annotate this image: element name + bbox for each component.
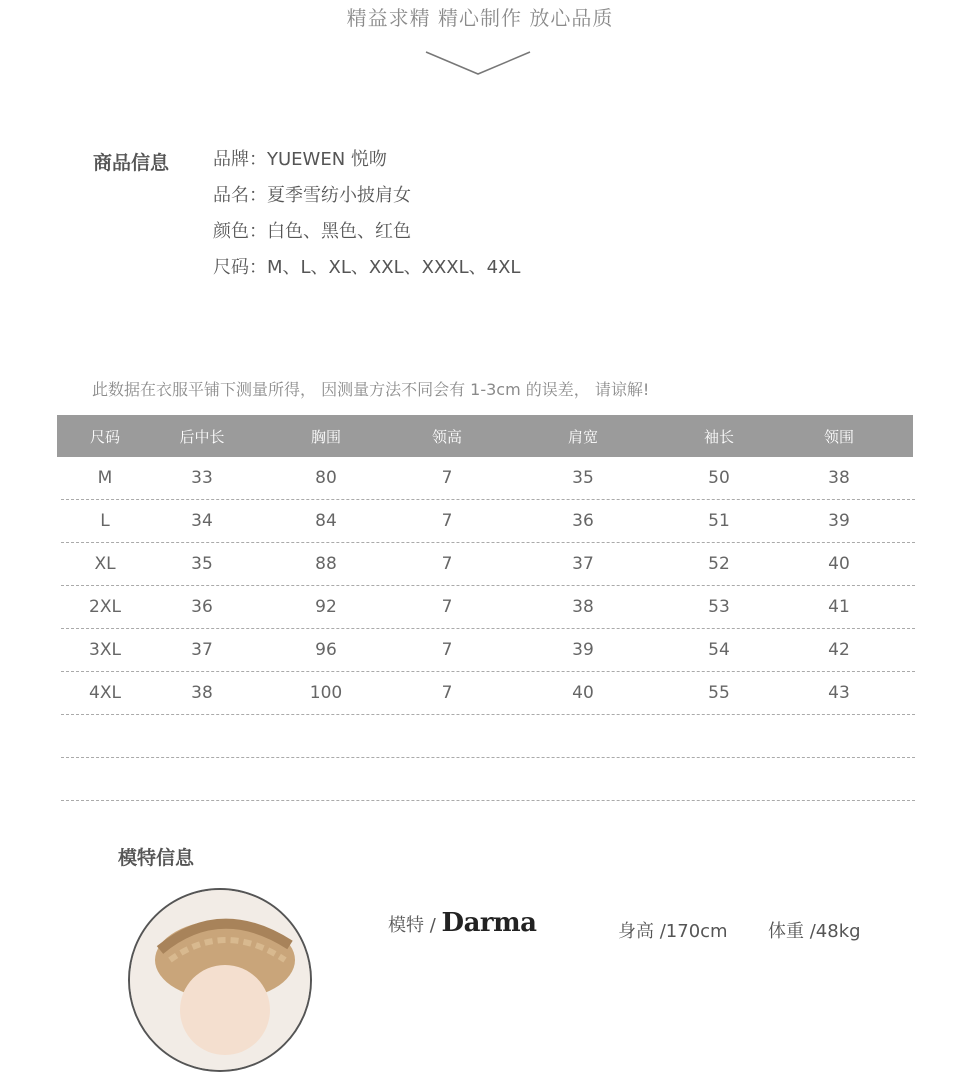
table-row (57, 586, 913, 628)
model-info-title: 模特信息 (118, 847, 195, 869)
table-cell: 40 (828, 554, 850, 574)
table-cell: 42 (828, 640, 850, 660)
table-cell: 3XL (89, 640, 121, 660)
brand-row: 品牌：YUEWEN 悦吻 (213, 149, 387, 170)
table-cell: L (100, 511, 110, 531)
header-cell: 领围 (823, 427, 854, 446)
header-cell: 肩宽 (567, 427, 598, 446)
table-cell: 37 (572, 554, 594, 574)
table-cell: 38 (828, 468, 850, 488)
table-cell: 100 (309, 683, 343, 703)
row-divider (61, 800, 915, 801)
table-cell: 92 (315, 597, 337, 617)
model-name-row (388, 908, 536, 938)
table-cell: 35 (572, 468, 594, 488)
table-cell: 51 (708, 511, 730, 531)
table-cell: 4XL (89, 683, 121, 703)
table-row (57, 500, 913, 542)
table-cell: 55 (708, 683, 730, 703)
size-table (57, 415, 913, 801)
measurement-note: 此数据在衣服平铺下测量所得， 因测量方法不同会有 1-3cm 的误差， 请谅解! (92, 380, 650, 399)
table-cell: 50 (708, 468, 730, 488)
table-row (57, 629, 913, 671)
table-cell: XL (94, 554, 116, 574)
table-cell: 37 (191, 640, 213, 660)
size-table-header (57, 415, 913, 457)
header-cell: 尺码 (89, 427, 120, 446)
table-cell: 40 (572, 683, 594, 703)
table-cell: 41 (828, 597, 850, 617)
empty-row (57, 715, 913, 757)
empty-row (57, 758, 913, 800)
table-cell: 39 (572, 640, 594, 660)
table-cell: 38 (191, 683, 213, 703)
table-cell: 38 (572, 597, 594, 617)
model-photo-icon (130, 890, 310, 1070)
model-label: 模特 / (388, 915, 436, 936)
table-cell: 7 (441, 597, 453, 617)
table-row (57, 543, 913, 585)
table-cell: 7 (441, 683, 453, 703)
header-cell: 袖长 (703, 427, 734, 446)
table-cell: 33 (191, 468, 213, 488)
table-cell: 39 (828, 511, 850, 531)
product-info-title: 商品信息 (93, 152, 170, 174)
product-name-row: 品名：夏季雪纺小披肩女 (213, 185, 411, 206)
table-cell: 2XL (89, 597, 121, 617)
size-row: 尺码：M、L、XL、XXL、XXXL、4XL (213, 257, 521, 278)
color-row: 颜色：白色、黑色、红色 (213, 221, 411, 242)
table-cell: 7 (441, 640, 453, 660)
size-table-body (57, 457, 913, 715)
table-cell: 52 (708, 554, 730, 574)
table-cell: 7 (441, 511, 453, 531)
table-cell: 84 (315, 511, 337, 531)
table-cell: 53 (708, 597, 730, 617)
table-cell: 88 (315, 554, 337, 574)
table-cell: 34 (191, 511, 213, 531)
table-cell: 54 (708, 640, 730, 660)
table-cell: 36 (572, 511, 594, 531)
model-weight: 体重 /48kg (768, 921, 861, 942)
tagline: 精益求精 精心制作 放心品质 (346, 6, 614, 30)
table-cell: 7 (441, 468, 453, 488)
table-cell: 36 (191, 597, 213, 617)
header-cell: 后中长 (179, 427, 225, 446)
table-cell: 43 (828, 683, 850, 703)
table-cell: 35 (191, 554, 213, 574)
table-cell: M (97, 468, 113, 488)
chevron-down-icon (424, 48, 534, 78)
product-info-list (213, 148, 520, 292)
header-cell: 胸围 (310, 427, 341, 446)
table-cell: 80 (315, 468, 337, 488)
model-height: 身高 /170cm (618, 921, 728, 942)
table-row (57, 457, 913, 499)
table-cell: 7 (441, 554, 453, 574)
model-avatar (128, 888, 312, 1072)
model-name: Darma (441, 908, 537, 938)
header-cell: 领高 (431, 427, 462, 446)
table-row (57, 672, 913, 714)
table-cell: 96 (315, 640, 337, 660)
